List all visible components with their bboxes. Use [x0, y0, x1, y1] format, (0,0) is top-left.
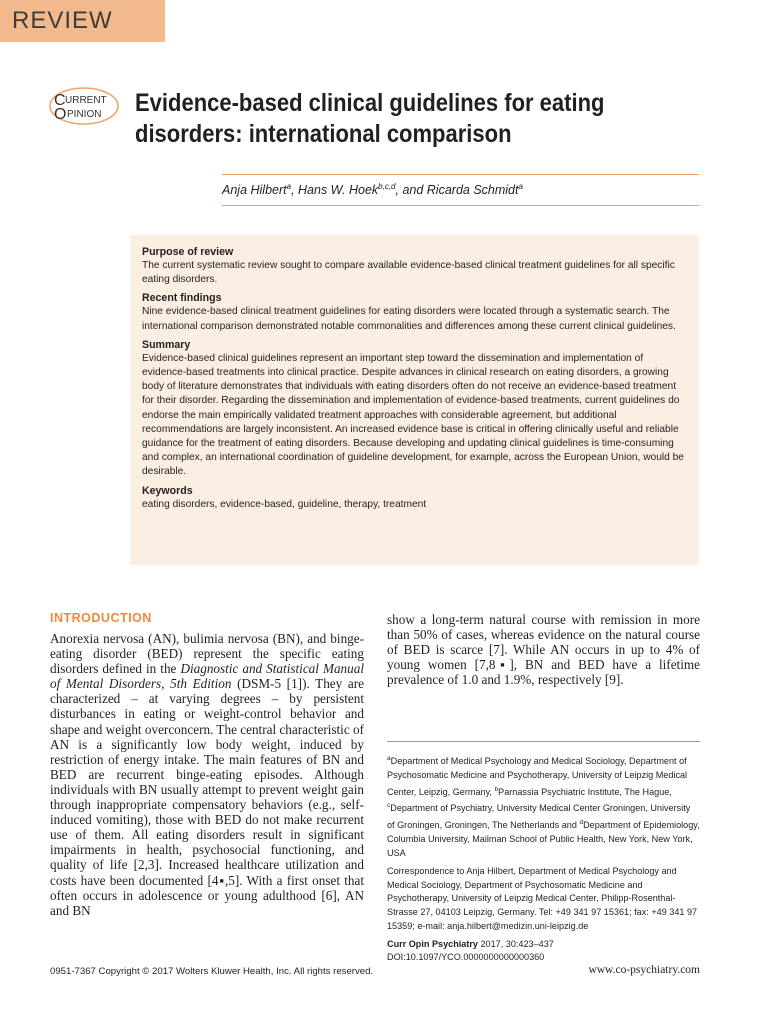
current-opinion-logo-icon: [48, 86, 120, 126]
affiliation-list: $^a$Department of Medical Psychology and Medical Sociology, Department of Psychosomatic Medicine and Psychotherapy, University of Leipzig Medical Center, Leipzig, Germany, $^b$Parnassia Psychiatric Institute, The Hague, $^c$Department of Psychiatry, University Medical Center Groningen, University of Groningen, Groningen, The Netherlands and $^d$Department of Epidemiology, Columbia University, Mailman School of Public Health, New York, New York, USA: [387, 755, 700, 858]
divider: [387, 741, 700, 742]
divider: [222, 205, 699, 206]
svg-text:C: C: [54, 92, 66, 109]
abstract-keywords: eating disorders, evidence-based, guideline, therapy, treatment: [142, 498, 427, 510]
svg-text:PINION: PINION: [67, 109, 102, 120]
article-title: Evidence-based clinical guidelines for eating disorders: international comparison: [135, 89, 605, 148]
abstract-purpose: The current systematic review sought to compare available evidence-based clinical treatment guidelines for all specific eating disorders.: [142, 260, 675, 286]
abstract-heading-keywords: Keywords: [142, 484, 193, 497]
footer-url[interactable]: www.co-psychiatry.com: [588, 964, 700, 976]
journal-citation: Curr Opin Psychiatry 2017, 30:423–437 DOI:10.1097/YCO.0000000000000360: [387, 938, 554, 963]
author-name: Hans W. Hoek: [298, 183, 379, 198]
body-column-right: show a long-term natural course with remission in more than 50% of cases, whereas evidence on the natural course of BED is scarce [7]. While AN occurs in up to 4% of young women [7,8▪], BN and BED have a lifetime prevalence of 1.0 and 1.9%, respectively [9].: [387, 612, 700, 688]
section-heading-introduction: INTRODUCTION: [50, 611, 152, 625]
svg-text:URRENT: URRENT: [65, 95, 107, 106]
abstract-findings: Nine evidence-based clinical treatment guidelines for eating disorders were located through a systematic search. The international comparison demonstrated notable commonalities and differences among these current clinical guidelines.: [142, 306, 676, 332]
doi: DOI:10.1097/YCO.0000000000000360: [387, 952, 545, 963]
author-name: Ricarda Schmidt: [426, 183, 519, 198]
svg-text:O: O: [54, 106, 67, 123]
correspondence: Correspondence to Anja Hilbert, Department of Medical Psychology and Medical Sociology, Department of Psychosomatic Medicine and Psychotherapy, University of Leipzig Medical Center, Philipp-Rosenthal-Strasse 27, 04103 Leipzig, Germany. Tel: +49 341 97 15361; fax: +49 341 97 15359; e-mail: anja.hilbert@medizin.uni-leipzig.de: [387, 865, 698, 931]
section-tag: REVIEW: [0, 0, 165, 42]
abstract-heading-purpose: Purpose of review: [142, 246, 234, 258]
abstract-heading-findings: Recent findings: [142, 292, 222, 305]
author-list: Anja Hilbert$^a$, Hans W. Hoek$^{b,c,d}$, and Ricarda Schmidt$^a$: [222, 182, 523, 198]
abstract-box: [130, 235, 699, 565]
footer-copyright: 0951-7367 Copyright © 2017 Wolters Kluwer Health, Inc. All rights reserved.: [50, 966, 374, 977]
body-column-left: Anorexia nervosa (AN), bulimia nervosa (BN), and binge-eating disorder (BED) represent the specific eating disorders defined in the Diagnostic and Statistical Manual of Mental Disorders, 5th Edition (DSM-5 [1]). They are characterized – at varying degrees – by persistent disturbances in eating or weight-control behavior and shape and weight overconcern. The central characteristic of AN is a significantly low body weight, induced by restriction of energy intake. The main features of BN and BED are recurrent binge-eating episodes. Although individuals with BN usually attempt to prevent weight gain through inappropriate compensatory behaviors (e.g., self-induced vomiting), those with BED do not make recurrent use of them. All eating disorders result in significant impairments in health, psychosocial functioning, and quality of life [2,3]. Increased healthcare utilization and costs have been documented [4▪,5]. With a first onset that often occurs in adolescence or young adulthood [6], AN and BN: [50, 631, 364, 918]
author-name: Anja Hilbert: [222, 183, 287, 198]
divider: [222, 174, 699, 175]
affiliations: [387, 752, 700, 965]
abstract-heading-summary: Summary: [142, 338, 191, 351]
abstract-summary: Evidence-based clinical guidelines represent an important step toward the dissemination and implementation of evidence-based treatments into clinical practice. Despite advances in clinical research on eating disorders, a growing body of literature demonstrates that individuals with eating disorders often do not receive an evidence-based treatment for their disorder. Regarding the dissemination and implementation of evidence-based treatments, current guidelines do endorse the main empirically validated treatment approaches with considerable agreement, but additional recommendations are largely inconsistent. An increased evidence base is critical in offering clinically useful and reliable guidance for the treatment of eating disorders. Because developing and updating clinical guidelines is time-consuming and complex, an international coordination of guideline development, for example, across the European Union, would be desirable.: [142, 352, 684, 478]
